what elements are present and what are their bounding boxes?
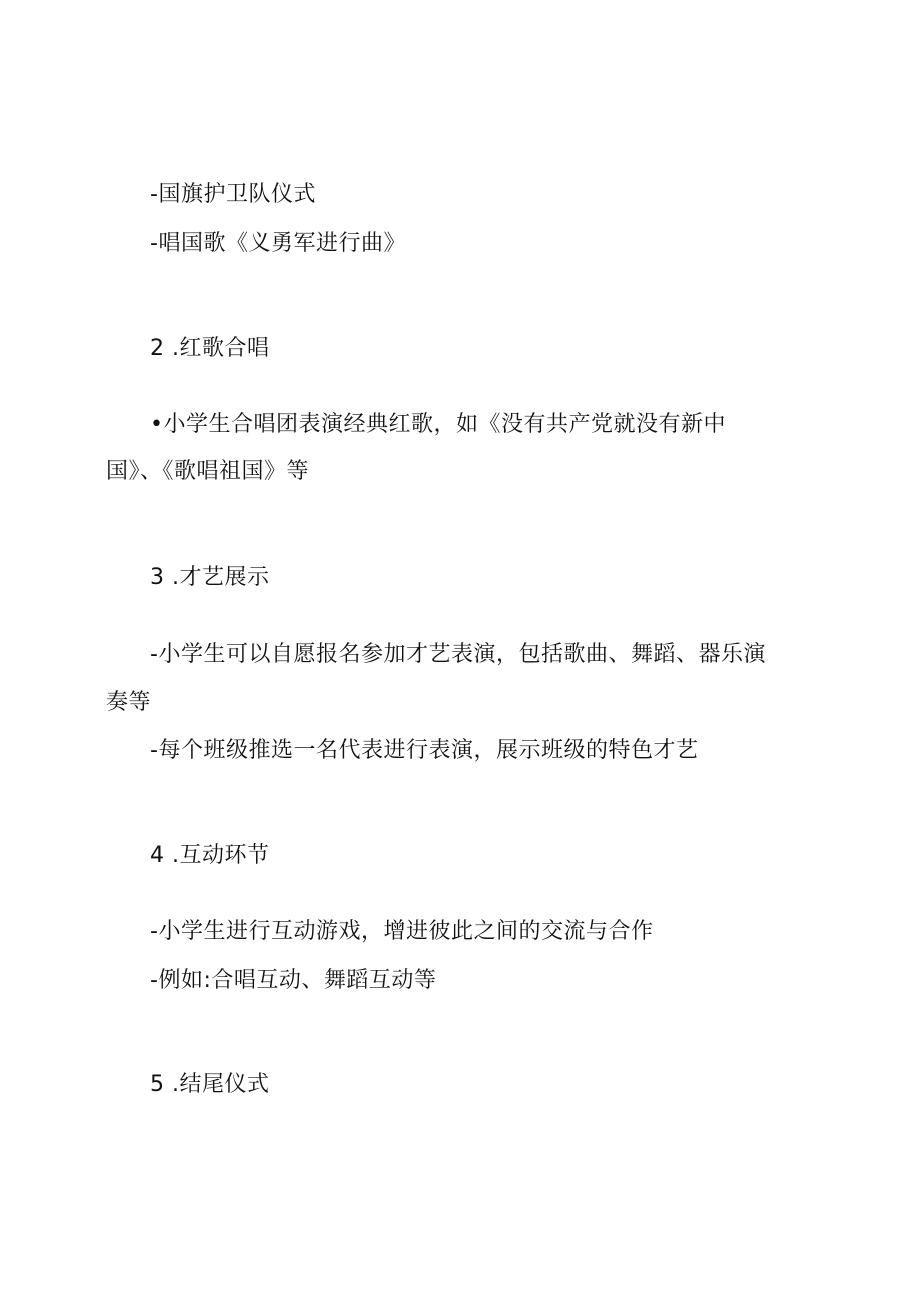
bullet-sing-anthem: -唱国歌《义勇军进行曲》 [150, 231, 406, 256]
section-heading-interaction: 4 .互动环节 [150, 843, 270, 868]
section-heading-red-songs: 2 .红歌合唱 [150, 336, 270, 361]
bullet-choir-performance: •小学生合唱团表演经典红歌，如《没有共产党就没有新中 [150, 412, 726, 437]
bullet-flag-guard-ceremony: -国旗护卫队仪式 [150, 182, 316, 207]
bullet-voluntary-signup: -小学生可以自愿报名参加才艺表演，包括歌曲、舞蹈、器乐演 [150, 642, 766, 667]
bullet-examples: -例如:合唱互动、舞蹈互动等 [150, 968, 437, 993]
bullet-class-representative: -每个班级推选一名代表进行表演，展示班级的特色才艺 [150, 738, 699, 763]
section-heading-closing-ceremony: 5 .结尾仪式 [150, 1072, 270, 1097]
section-heading-talent-show: 3 .才艺展示 [150, 565, 270, 590]
bullet-voluntary-signup-cont: 奏等 [106, 690, 152, 715]
bullet-interactive-games: -小学生进行互动游戏，增进彼此之间的交流与合作 [150, 919, 654, 944]
bullet-choir-performance-cont: 国》、《歌唱祖国》等 [106, 459, 310, 484]
